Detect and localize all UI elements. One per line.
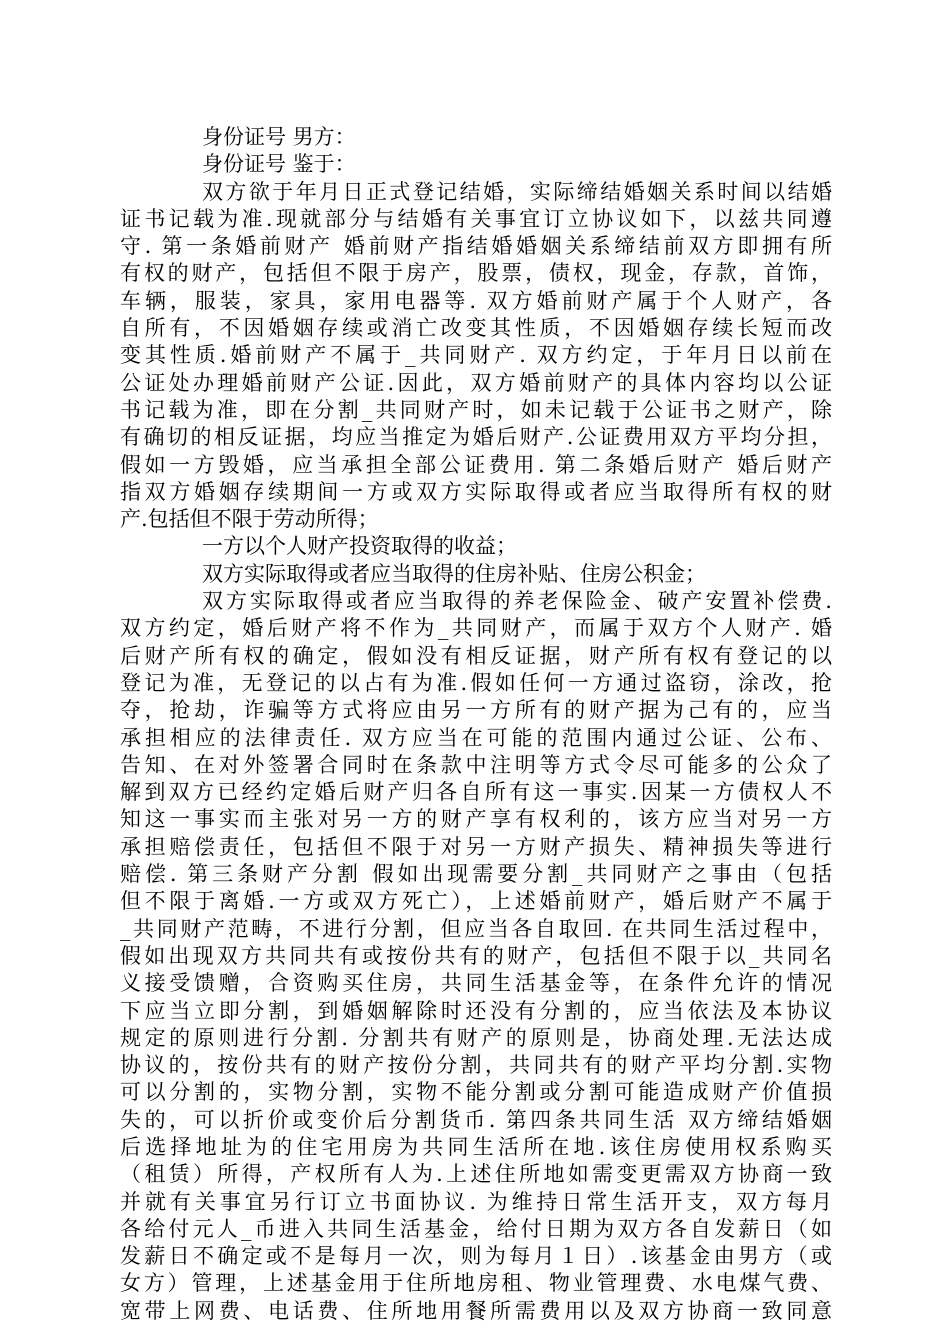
text-line: _共同财产范畴，不进行分割，但应当各自取回. 在共同生活过程中，: [120, 916, 832, 941]
text-line: 宽带上网费、电话费、住所地用餐所需费用以及双方协商一致同意: [120, 1298, 832, 1323]
text-line: 车辆，服装，家具，家用电器等. 双方婚前财产属于个人财产，各: [120, 288, 832, 313]
text-line: 后财产所有权的确定，假如没有相反证据，财产所有权有登记的以: [120, 643, 832, 668]
text-line: 可以分割的，实物分割，实物不能分割或分割可能造成财产价值损: [120, 1080, 832, 1105]
text-line: 一方以个人财产投资取得的收益；: [202, 534, 517, 559]
text-line: 有权的财产，包括但不限于房产，股票，债权，现金，存款，首饰，: [120, 261, 832, 286]
text-line: 有确切的相反证据，均应当推定为婚后财产.公证费用双方平均分担，: [120, 425, 832, 450]
text-line: 知这一事实而主张对另一方的财产享有权利的，该方应当对另一方: [120, 807, 832, 832]
text-line: 规定的原则进行分割. 分割共有财产的原则是，协商处理.无法达成: [120, 1025, 832, 1050]
text-line: 女方）管理，上述基金用于住所地房租、物业管理费、水电煤气费、: [120, 1271, 832, 1296]
text-line: 证书记载为准.现就部分与结婚有关事宜订立协议如下，以兹共同遵: [120, 206, 832, 231]
text-line: 身份证号 鉴于：: [202, 152, 356, 177]
text-line: 各给付元人_币进入共同生活基金，给付日期为双方各自发薪日（如: [120, 1216, 832, 1241]
text-line: 双方约定，婚后财产将不作为_共同财产，而属于双方个人财产. 婚: [120, 616, 832, 641]
text-line: 变其性质.婚前财产不属于_共同财产. 双方约定，于年月日以前在: [120, 343, 832, 368]
text-line: 身份证号 男方：: [202, 125, 356, 149]
text-line: （租赁）所得，产权所有人为.上述住所地如需变更需双方协商一致: [120, 1162, 832, 1187]
text-line: 承担相应的法律责任. 双方应当在可能的范围内通过公证、公布、: [120, 725, 832, 750]
text-line: 义接受馈赠，合资购买住房，共同生活基金等，在条件允许的情况: [120, 971, 832, 996]
text-line: 下应当立即分割，到婚姻解除时还没有分割的，应当依法及本协议: [120, 998, 832, 1023]
text-line: 并就有关事宜另行订立书面协议. 为维持日常生活开支，双方每月: [120, 1189, 832, 1214]
text-line: 自所有，不因婚姻存续或消亡改变其性质，不因婚姻存续长短而改: [120, 316, 832, 341]
text-line: 赔偿. 第三条财产分割 假如出现需要分割_共同财产之事由（包括: [120, 862, 832, 887]
text-line: 双方实际取得或者应当取得的养老保险金、破产安置补偿费.: [202, 589, 832, 614]
text-line: 发薪日不确定或不是每月一次，则为每月１日）.该基金由男方（或: [120, 1244, 832, 1269]
text-line: 后选择地址为的住宅用房为共同生活所在地.该住房使用权系购买: [120, 1134, 832, 1159]
text-line: 解到双方已经约定婚后财产归各自所有这一事实.因某一方债权人不: [120, 780, 832, 805]
text-line: 失的，可以折价或变价后分割货币. 第四条共同生活 双方缔结婚姻: [120, 1107, 832, 1132]
text-line: 假如出现双方共同共有或按份共有的财产，包括但不限于以_共同名: [120, 943, 832, 968]
text-line: 公证处办理婚前财产公证.因此，双方婚前财产的具体内容均以公证: [120, 370, 832, 395]
text-line: 双方实际取得或者应当取得的住房补贴、住房公积金；: [202, 561, 706, 586]
text-line: 承担赔偿责任，包括但不限于对另一方财产损失、精神损失等进行: [120, 834, 832, 859]
text-line: 双方欲于年月日正式登记结婚，实际缔结婚姻关系时间以结婚: [202, 179, 832, 204]
text-line: 但不限于离婚.一方或双方死亡），上述婚前财产，婚后财产不属于: [120, 889, 832, 914]
text-line: 守. 第一条婚前财产 婚前财产指结婚婚姻关系缔结前双方即拥有所: [120, 234, 832, 259]
text-line: 协议的，按份共有的财产按份分割，共同共有的财产平均分割.实物: [120, 1053, 832, 1078]
text-line: 产.包括但不限于劳动所得；: [120, 507, 379, 532]
text-line: 指双方婚姻存续期间一方或双方实际取得或者应当取得所有权的财: [120, 479, 832, 504]
agreement-text: [120, 124, 832, 1325]
text-line: 夺，抢劫，诈骗等方式将应由另一方所有的财产据为己有的，应当: [120, 698, 832, 723]
text-line: 告知、在对外签署合同时在条款中注明等方式令尽可能多的公众了: [120, 752, 832, 777]
text-line: 假如一方毁婚，应当承担全部公证费用. 第二条婚后财产 婚后财产: [120, 452, 832, 477]
text-line: 登记为准，无登记的以占有为准.假如任何一方通过盗窃，涂改，抢: [120, 670, 832, 695]
text-line: 书记载为准，即在分割_共同财产时，如未记载于公证书之财产，除: [120, 397, 832, 422]
